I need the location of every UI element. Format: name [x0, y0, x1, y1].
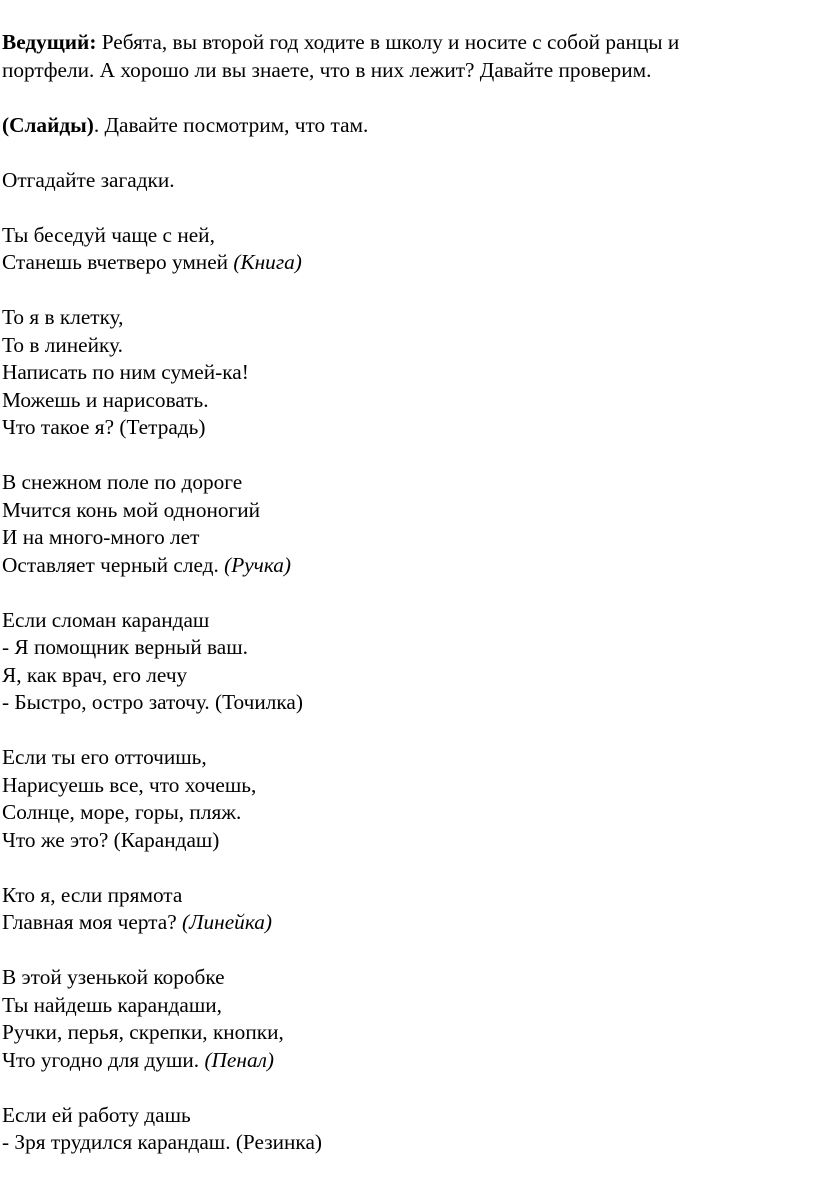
riddle-line: Что такое я? (Тетрадь) [2, 415, 206, 439]
riddle-answer: (Книга) [233, 250, 302, 274]
riddle-line: В этой узенькой коробке [2, 965, 225, 989]
riddle-line: Написать по ним сумей-ка! [2, 360, 249, 384]
riddle-line: Я, как врач, его лечу [2, 662, 188, 687]
riddle-line: - Зря трудился карандаш. (Резинка) [2, 1130, 322, 1154]
slides-text: . Давайте посмотрим, что там. [93, 112, 369, 137]
riddle-line: Нарисуешь все, что хочешь, [2, 772, 257, 797]
riddle-line: Что же это? (Карандаш) [2, 827, 220, 852]
riddle-book [2, 222, 802, 277]
riddle-line [2, 552, 802, 580]
slides-line [2, 112, 802, 140]
riddle-line [2, 1047, 802, 1075]
instruction-line: Отгадайте загадки. [2, 167, 175, 192]
riddle-notebook [2, 304, 802, 442]
riddle-pencil-case [2, 964, 802, 1074]
riddle-answer: (Пенал) [204, 1047, 274, 1072]
riddle-pen [2, 469, 802, 579]
riddle-line-text: Станешь вчетверо умней [2, 250, 234, 274]
riddle-line: В снежном поле по дороге [2, 470, 243, 494]
riddle-line: - Быстро, остро заточу. (Точилка) [2, 690, 303, 714]
intro-line-1 [2, 29, 802, 57]
intro-line-2: портфели. А хорошо ли вы знаете, что в них лежит? Давайте проверим. [2, 57, 652, 82]
riddle-line: - Я помощник верный ваш. [2, 635, 248, 659]
riddle-line: Можешь и нарисовать. [2, 387, 209, 412]
riddle-line: Кто я, если прямота [2, 882, 183, 907]
intro-text-1: Ребята, вы второй год ходите в школу и носите с собой ранцы и [96, 30, 680, 54]
riddle-ruler [2, 882, 802, 937]
riddle-line [2, 909, 802, 937]
riddle-line: И на много-много лет [2, 525, 200, 549]
riddle-answer: (Ручка) [224, 552, 292, 577]
slides-paragraph [2, 112, 802, 140]
intro-paragraph [2, 29, 802, 84]
riddle-line: Если сломан карандаш [2, 607, 210, 632]
document-page [2, 29, 802, 1184]
riddle-line: Если ты его отточишь, [2, 745, 207, 769]
riddle-answer: (Линейка) [181, 910, 272, 934]
riddle-line: Солнце, море, горы, пляж. [2, 800, 242, 824]
riddle-line-text: Оставляет черный след. [2, 552, 225, 577]
riddle-line: То я в клетку, [2, 305, 124, 329]
riddle-line-text: Что угодно для души. [2, 1047, 205, 1072]
riddle-pencil [2, 744, 802, 854]
riddle-line: То в линейку. [2, 332, 123, 357]
riddle-eraser [2, 1102, 802, 1157]
instruction-paragraph [2, 167, 802, 195]
riddle-line: Если ей работу дашь [2, 1102, 191, 1127]
slides-label: (Слайды) [2, 112, 94, 137]
riddle-line [2, 249, 802, 277]
riddle-line-text: Главная моя черта? [2, 910, 182, 934]
riddle-line: Ручки, перья, скрепки, кнопки, [2, 1020, 284, 1044]
riddle-sharpener [2, 607, 802, 717]
riddle-line: Ты найдешь карандаши, [2, 992, 222, 1017]
riddle-line: Ты беседуй чаще с ней, [2, 222, 215, 247]
riddle-line: Мчится конь мой одноногий [2, 497, 261, 522]
speaker-label: Ведущий: [2, 30, 97, 54]
